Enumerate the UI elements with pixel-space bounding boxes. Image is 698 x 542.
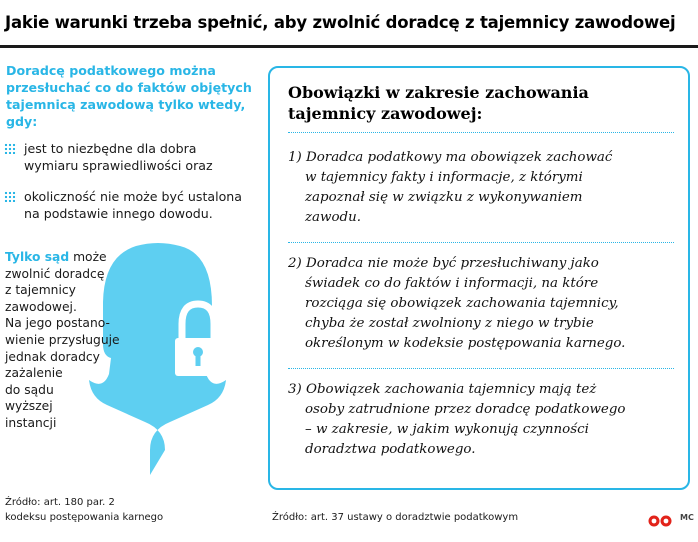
condition-item-2 xyxy=(4,188,254,228)
court-note-line: zawodowej. xyxy=(5,299,77,314)
duty-item-3 xyxy=(288,380,680,460)
court-note-line-1 xyxy=(5,249,165,266)
dotted-divider xyxy=(288,242,674,243)
publisher-logo-icon xyxy=(648,512,672,524)
source-left xyxy=(5,495,225,525)
duty-line: doradztwa podatkowego. xyxy=(305,442,476,457)
court-emphasis: Tylko sąd xyxy=(5,250,70,264)
duty-line: chyba że został zwolniony z niego w trybie xyxy=(305,316,594,331)
court-note-line: do sądu xyxy=(5,382,54,397)
duty-line: 3) Obowiązek zachowania tajemnicy mają też xyxy=(288,382,597,397)
conditions-heading: Doradcę podatkowego można przesłuchać co do faktów objętych tajemnicą zawodową tylko wtedy, gdy: xyxy=(6,63,252,129)
title-rule xyxy=(0,45,698,48)
court-note-line: instancji xyxy=(5,415,57,430)
dotted-divider xyxy=(288,132,674,133)
duty-line: osoby zatrudnione przez doradcę podatkowego xyxy=(305,402,626,417)
duty-line: – w zakresie, w jakim wykonują czynności xyxy=(305,422,589,437)
duty-line: w tajemnicy fakty i informacje, z którymi xyxy=(305,170,583,185)
duty-line: określonym w kodeksie postępowania karnego. xyxy=(305,336,626,351)
duty-line: zawodu. xyxy=(305,210,362,225)
court-note-line: zażalenie xyxy=(5,366,63,381)
condition-1-line-1: jest to niezbędne dla dobra xyxy=(24,141,197,156)
duty-line: zapoznał się w związku z wykonywaniem xyxy=(305,190,583,205)
duties-panel xyxy=(268,66,690,490)
condition-item-1 xyxy=(4,140,254,180)
dot-grid-icon xyxy=(4,191,17,202)
duties-heading: Obowiązki w zakresie zachowania tajemnicy zawodowej: xyxy=(288,83,589,123)
court-note-line: wyższej xyxy=(5,399,53,414)
condition-1-line-2: wymiaru sprawiedliwości oraz xyxy=(24,158,213,173)
condition-2-line-1: okoliczność nie może być ustalona xyxy=(24,189,243,204)
duty-line: rozciąga się obowiązek zachowania tajemnicy, xyxy=(305,296,619,311)
dot-grid-icon xyxy=(4,143,17,154)
duty-item-2 xyxy=(288,254,680,354)
court-note xyxy=(5,249,165,432)
court-note-line: z tajemnicy xyxy=(5,283,76,298)
author-credit: MC xyxy=(680,513,694,522)
court-first-rest: może xyxy=(69,250,107,264)
court-note-line: wienie przysługuje xyxy=(5,332,120,347)
court-note-line: zwolnić doradcę xyxy=(5,266,105,281)
condition-2-line-2: na podstawie innego dowodu. xyxy=(24,206,213,221)
source-left-line-1: Źródło: art. 180 par. 2 xyxy=(5,497,115,508)
duty-line: 2) Doradca nie może być przesłuchiwany jako xyxy=(288,256,599,271)
page-title: Jakie warunki trzeba spełnić, aby zwolnić doradcę z tajemnicy zawodowej xyxy=(5,13,676,32)
duty-line: świadek co do faktów i informacji, na które xyxy=(305,276,599,291)
source-right: Źródło: art. 37 ustawy o doradztwie podatkowym xyxy=(272,512,519,523)
duty-line: 1) Doradca podatkowy ma obowiązek zachować xyxy=(288,150,613,165)
court-note-line: jednak doradcy xyxy=(5,349,100,364)
court-note-line: Na jego postano- xyxy=(5,316,110,331)
source-left-line-2: kodeksu postępowania karnego xyxy=(5,512,164,523)
dotted-divider xyxy=(288,368,674,369)
duty-item-1 xyxy=(288,148,680,228)
